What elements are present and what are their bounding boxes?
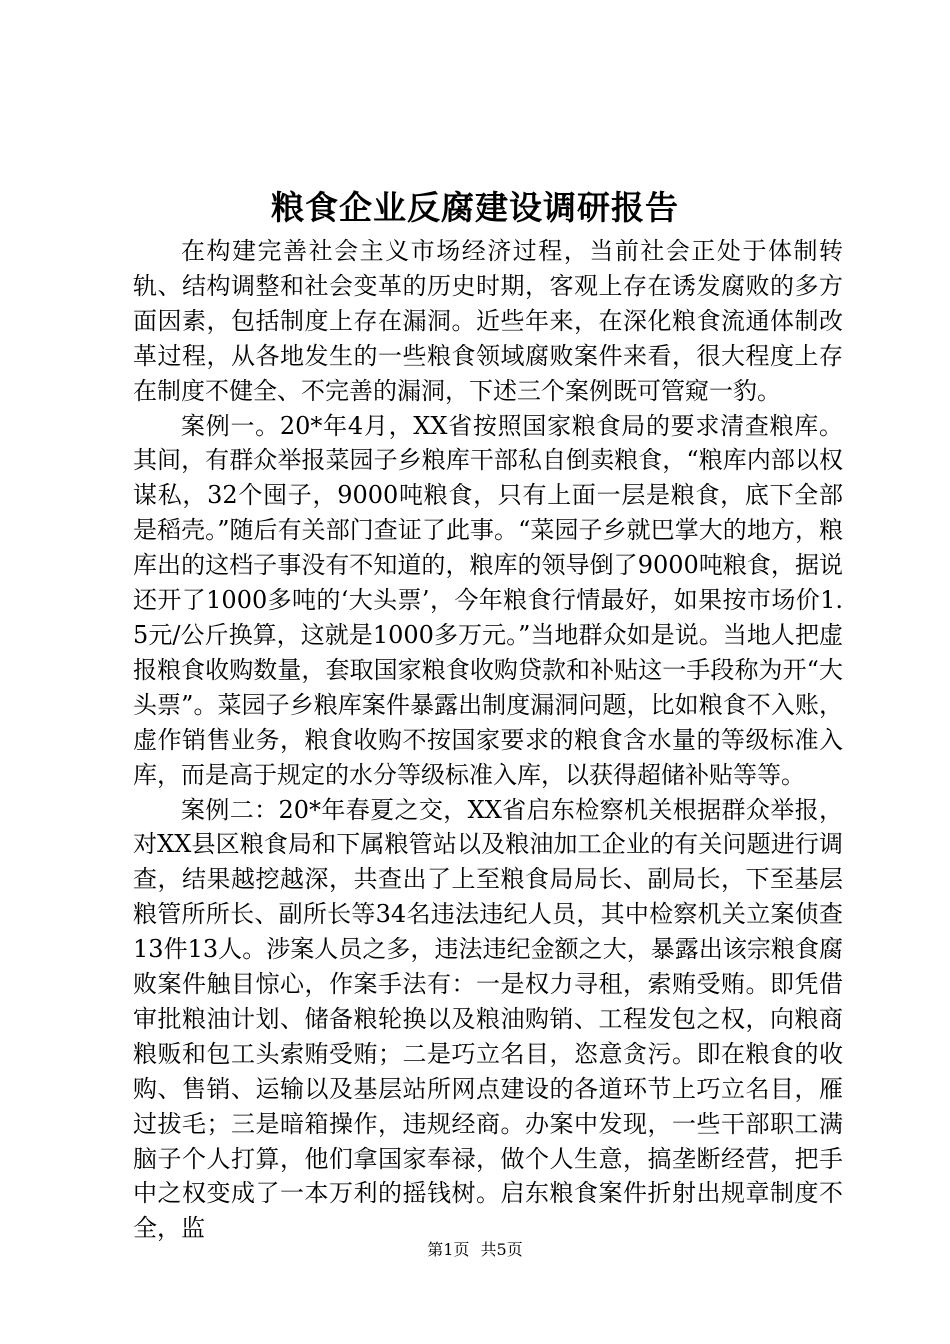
- page-footer: [0, 1240, 950, 1260]
- document-body: [133, 234, 843, 1246]
- paragraph-case-one: 案例一。20*年4月，XX省按照国家粮食局的要求清查粮库。其间，有群众举报菜园子乡粮库干部私自倒卖粮食，“粮库内部以权谋私，32个囤子，9000吨粮食，只有上面一层是粮食，底下全部是稻壳。”随后有关部门查证了此事。“菜园子乡就巴掌大的地方，粮库出的这档子事没有不知道的，粮库的领导倒了9000吨粮食，据说还开了1000多吨的‘大头票’，今年粮食行情最好，如果按市场价1.5元/公斤换算，这就是1000多万元。”当地群众如是说。当地人把虚报粮食收购数量，套取国家粮食收购贷款和补贴这一手段称为开“大头票”。菜园子乡粮库案件暴露出制度漏洞问题，比如粮食不入账，虚作销售业务，粮食收购不按国家要求的粮食含水量的等级标准入库，而是高于规定的水分等级标准入库，以获得超储补贴等等。: [133, 411, 843, 789]
- paragraph-intro: 在构建完善社会主义市场经济过程，当前社会正处于体制转轨、结构调整和社会变革的历史时期，客观上存在诱发腐败的多方面因素，包括制度上存在漏洞。近些年来，在深化粮食流通体制改革过程，从各地发生的一些粮食领域腐败案件来看，很大程度上存在制度不健全、不完善的漏洞，下述三个案例既可管窥一豹。: [133, 237, 843, 405]
- page-number: 第1页: [427, 1240, 470, 1259]
- total-pages: 共5页: [480, 1240, 523, 1259]
- document-title: 粮食企业反腐建设调研报告: [271, 188, 679, 227]
- paragraph-case-two: 案例二：20*年春夏之交，XX省启东检察机关根据群众举报，对XX县区粮食局和下属粮管站以及粮油加工企业的有关问题进行调查，结果越挖越深，共查出了上至粮食局局长、副局长，下至基层粮管所所长、副所长等34名违法违纪人员，其中检察机关立案侦查13件13人。涉案人员之多，违法违纪金额之大，暴露出该宗粮食腐败案件触目惊心，作案手法有：一是权力寻租，索贿受贿。即凭借审批粮油计划、储备粮轮换以及粮油购销、工程发包之权，向粮商粮贩和包工头索贿受贿；二是巧立名目，恣意贪污。即在粮食的收购、售销、运输以及基层站所网点建设的各道环节上巧立名目，雁过拔毛；三是暗箱操作，违规经商。办案中发现，一些干部职工满脑子个人打算，他们拿国家奉禄，做个人生意，搞垄断经营，把手中之权变成了一本万利的摇钱树。启东粮食案件折射出规章制度不全，监: [133, 795, 843, 1243]
